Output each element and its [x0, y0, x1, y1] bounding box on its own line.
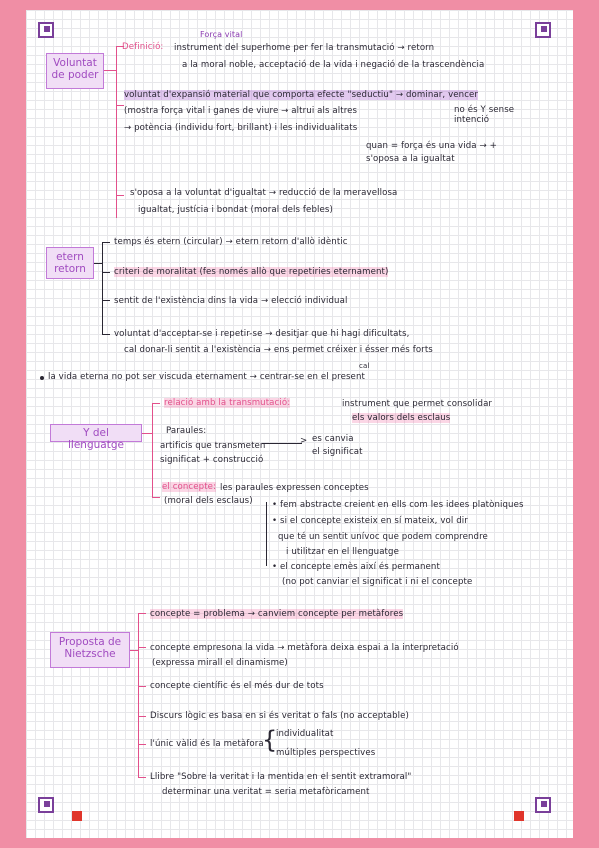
tick-connector: [102, 334, 110, 335]
canvia-line-2: el significat: [312, 447, 363, 457]
bracket-etern: [102, 242, 103, 334]
section-label-proposta: Proposta de Nietzsche: [58, 636, 122, 660]
artificis-line-2: significat + construcció: [160, 455, 264, 465]
concepte-c5: • el concepte emès així és permanent: [272, 562, 440, 572]
tick-connector: [138, 647, 146, 648]
section-label-etern: etern retorn: [54, 251, 86, 275]
vdp-line-2: (mostra força vital i ganes de viure → altrui als altres: [124, 106, 358, 116]
tick-connector: [102, 272, 110, 273]
etern-line-1: temps és etern (circular) → etern retorn d'allò idèntic: [114, 237, 348, 247]
definicio-line-2: a la moral noble, acceptació de la vida i negació de la trascendència: [182, 60, 485, 70]
vdp-line-1: [124, 90, 478, 100]
proposta-line-2b: (expressa mirall el dinamisme): [152, 658, 288, 668]
vdp-line-1-text: voluntat d'expansió material que comporta efecte "seductiu" → dominar, vencer: [124, 90, 479, 100]
section-box-llenguatge: [50, 424, 142, 451]
etern-line-2: [114, 267, 388, 277]
tick-connector: [152, 497, 160, 498]
tick-connector: [130, 650, 138, 651]
moral-esclaus: (moral dels esclaus): [164, 496, 253, 506]
definicio-line-1: instrument del superhome per fer la transmutació → retorn: [174, 43, 435, 53]
tick-connector: [152, 403, 160, 404]
corner-mark-bottom-left: [38, 797, 54, 813]
tick-connector: [102, 242, 110, 243]
sub-note-1: quan = força és una vida → +: [366, 141, 497, 151]
concepte-c3: que té un sentit unívoc que podem comprendre: [278, 532, 488, 542]
proposta-line-5a: individualitat: [276, 729, 334, 739]
relacio-right-1: instrument que permet consolidar: [342, 399, 493, 409]
etern-line-2-text: criteri de moralitat (fes només allò que repetiries eternament): [114, 267, 389, 277]
proposta-line-2a: concepte empresona la vida → metàfora deixa espai a la interpretació: [150, 643, 459, 653]
potencia-line: → potència (individu fort, brillant) i les individualitats: [124, 123, 358, 133]
side-note: no és Y sense intenció: [454, 105, 515, 125]
concepte-text: les paraules expressen conceptes: [220, 483, 369, 493]
bullet-dot: [40, 376, 44, 380]
bracket-proposta: [138, 613, 139, 777]
proposta-line-4: Discurs lògic es basa en si és veritat o fals (no acceptable): [150, 711, 409, 721]
corner-mark-top-left: [38, 22, 54, 38]
section-box-etern: [46, 247, 94, 279]
bracket-voluntat: [116, 46, 117, 218]
etern-line-4b: cal donar-li sentit a l'existència → ens permet créixer i ésser més forts: [124, 345, 433, 355]
bracket-llenguatge: [152, 403, 153, 497]
proposta-line-5: l'únic vàlid és la metàfora: [150, 739, 264, 749]
concepte-c6: (no pot canviar el significat i ni el concepte: [282, 577, 473, 587]
etern-line-4a: voluntat d'acceptar-se i repetir-se → desitjar que hi hagi dificultats,: [114, 329, 410, 339]
concepte-label: [162, 482, 216, 492]
relacio-label: [164, 398, 290, 408]
canvia-arrow: >: [300, 436, 308, 446]
red-square-left: [72, 811, 82, 821]
proposta-line-3: concepte científic és el més dur de tots: [150, 681, 324, 691]
section-box-voluntat: [46, 53, 104, 89]
canvia-line-1: es canvia: [312, 434, 354, 444]
tick-connector: [104, 70, 116, 71]
tick-connector: [94, 263, 102, 264]
section-label-llenguatge: Y del llenguatge: [68, 427, 124, 451]
proposta-line-5b: múltiples perspectives: [276, 748, 376, 758]
definicio-label: Definició:: [122, 42, 164, 52]
notebook-page: [26, 10, 573, 838]
relacio-label-text: relació amb la transmutació:: [164, 398, 291, 408]
proposta-line-1-text: concepte = problema → canviem concepte per metàfores: [150, 609, 404, 619]
red-square-right: [514, 811, 524, 821]
section-box-proposta: [50, 632, 130, 668]
tick-connector: [138, 777, 146, 778]
annotation-forca-vital: Força vital: [200, 30, 243, 39]
tick-connector: [142, 433, 152, 434]
bullet-line: la vida eterna no pot ser viscuda eternament → centrar-se en el present: [48, 372, 365, 382]
tick-connector: [262, 443, 302, 444]
tick-connector: [116, 195, 124, 196]
tick-connector: [138, 716, 146, 717]
relacio-right-2-text: els valors dels esclaus: [352, 413, 451, 423]
tick-connector: [116, 105, 124, 106]
concepte-c2: • si el concepte existeix en sí mateix, vol dir: [272, 516, 468, 526]
tick-connector: [138, 686, 146, 687]
concepte-c4: i utilitzar en el llenguatge: [286, 547, 399, 557]
tick-connector: [138, 613, 146, 614]
corner-mark-top-right: [535, 22, 551, 38]
etern-line-3: sentit de l'existència dins la vida → elecció individual: [114, 296, 348, 306]
section-label-voluntat: Voluntat de poder: [51, 57, 99, 81]
concepte-label-text: el concepte:: [162, 482, 217, 492]
tick-connector: [138, 744, 146, 745]
bullet-sup: cal: [359, 362, 370, 370]
proposta-line-6: Llibre "Sobre la veritat i la mentida en el sentit extramoral": [150, 772, 412, 782]
concepte-bracket: [266, 502, 267, 566]
relacio-right-2: [352, 413, 450, 423]
oposa-line-2: igualtat, justícia i bondat (moral dels febles): [138, 205, 333, 215]
artificis-line-1: artificis que transmeten: [160, 441, 266, 451]
sub-note-2: s'oposa a la igualtat: [366, 154, 455, 164]
concepte-c1: • fem abstracte creient en ells com les idees platòniques: [272, 500, 524, 510]
corner-mark-bottom-right: [535, 797, 551, 813]
proposta-line-1: [150, 609, 403, 619]
tick-connector: [102, 300, 110, 301]
paraules-label: Paraules:: [166, 426, 207, 436]
proposta-line-7: determinar una veritat = seria metafòricament: [162, 787, 370, 797]
brace-symbol: {: [262, 726, 278, 754]
oposa-line-1: s'oposa a la voluntat d'igualtat → reducció de la meravellosa: [130, 188, 398, 198]
